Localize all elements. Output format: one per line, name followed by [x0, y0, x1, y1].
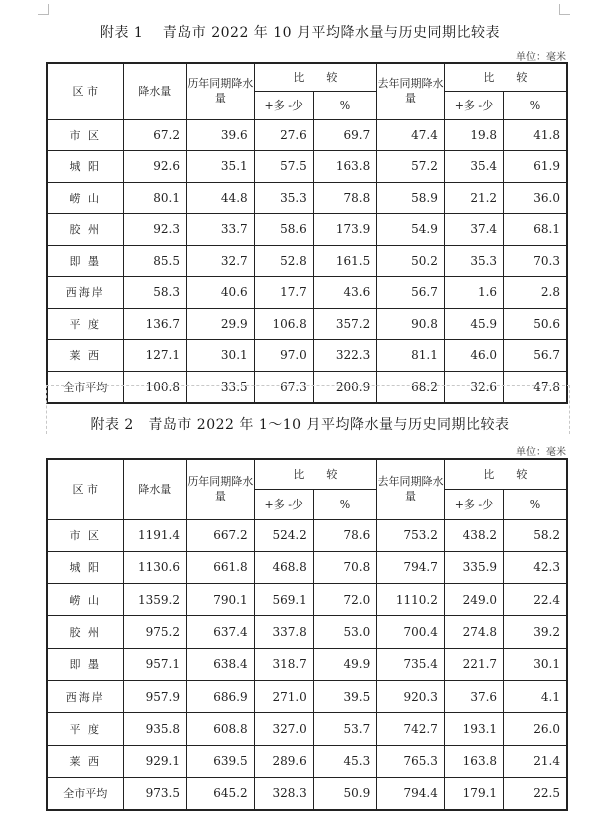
row-region: 崂 山 — [47, 182, 123, 214]
row-region: 城 阳 — [47, 551, 123, 583]
row-pct-historical: 200.9 — [313, 371, 376, 403]
row-pct-last-year: 50.6 — [504, 308, 567, 340]
table-row — [47, 151, 567, 183]
row-region: 即 墨 — [47, 648, 123, 680]
table2-body — [47, 459, 567, 810]
row-last-year: 700.4 — [377, 616, 445, 648]
row-diff-last-year: 438.2 — [444, 519, 503, 551]
row-historical: 35.1 — [187, 151, 255, 183]
row-rain: 935.8 — [123, 713, 186, 745]
row-pct-last-year: 21.4 — [504, 745, 567, 777]
header-diff-1: +多 -少 — [254, 91, 313, 119]
row-diff-historical: 524.2 — [254, 519, 313, 551]
row-pct-last-year: 61.9 — [504, 151, 567, 183]
row-pct-historical: 70.8 — [313, 551, 376, 583]
row-last-year: 54.9 — [377, 214, 445, 246]
row-region: 市 区 — [47, 519, 123, 551]
row-historical: 33.7 — [187, 214, 255, 246]
row-region: 城 阳 — [47, 151, 123, 183]
page-corner-mark-right — [559, 4, 570, 15]
row-region: 即 墨 — [47, 245, 123, 277]
row-region: 崂 山 — [47, 584, 123, 616]
table-row — [47, 713, 567, 745]
row-diff-historical: 318.7 — [254, 648, 313, 680]
row-pct-historical: 49.9 — [313, 648, 376, 680]
header-historical: 历年同期降水量 — [187, 63, 255, 119]
row-pct-last-year: 30.1 — [504, 648, 567, 680]
row-last-year: 735.4 — [377, 648, 445, 680]
header-pct-1: % — [313, 91, 376, 119]
row-region: 西海岸 — [47, 680, 123, 712]
table1 — [46, 62, 568, 404]
row-pct-last-year: 47.8 — [504, 371, 567, 403]
row-historical: 29.9 — [187, 308, 255, 340]
header-pct-1: % — [313, 489, 376, 519]
row-historical: 39.6 — [187, 119, 255, 151]
table-row — [47, 584, 567, 616]
row-pct-last-year: 4.1 — [504, 680, 567, 712]
header-rain: 降水量 — [123, 459, 186, 519]
table-row — [47, 648, 567, 680]
row-diff-historical: 289.6 — [254, 745, 313, 777]
row-pct-last-year: 70.3 — [504, 245, 567, 277]
row-diff-last-year: 19.8 — [444, 119, 503, 151]
row-last-year: 57.2 — [377, 151, 445, 183]
header-compare-last-year: 比 较 — [444, 63, 567, 91]
table-row — [47, 777, 567, 809]
row-historical: 44.8 — [187, 182, 255, 214]
row-pct-last-year: 58.2 — [504, 519, 567, 551]
row-diff-historical: 468.8 — [254, 551, 313, 583]
table2-unit: 单位：毫米 — [516, 447, 566, 458]
row-last-year: 50.2 — [377, 245, 445, 277]
row-diff-last-year: 21.2 — [444, 182, 503, 214]
row-pct-last-year: 22.5 — [504, 777, 567, 809]
row-historical: 686.9 — [187, 680, 255, 712]
row-region: 全市平均 — [47, 777, 123, 809]
table-row — [47, 551, 567, 583]
row-diff-historical: 67.3 — [254, 371, 313, 403]
row-pct-historical: 72.0 — [313, 584, 376, 616]
row-pct-last-year: 42.3 — [504, 551, 567, 583]
row-pct-last-year: 39.2 — [504, 616, 567, 648]
row-last-year: 920.3 — [377, 680, 445, 712]
row-diff-last-year: 221.7 — [444, 648, 503, 680]
header-rain: 降水量 — [123, 63, 186, 119]
table1-unit: 单位：毫米 — [516, 52, 566, 63]
row-region: 平 度 — [47, 713, 123, 745]
row-rain: 100.8 — [123, 371, 186, 403]
row-diff-last-year: 1.6 — [444, 277, 503, 309]
row-diff-last-year: 46.0 — [444, 340, 503, 372]
table-row — [47, 519, 567, 551]
row-diff-last-year: 335.9 — [444, 551, 503, 583]
header-last-year: 去年同期降水量 — [377, 459, 445, 519]
row-rain: 67.2 — [123, 119, 186, 151]
row-pct-last-year: 36.0 — [504, 182, 567, 214]
row-last-year: 90.8 — [377, 308, 445, 340]
row-historical: 30.1 — [187, 340, 255, 372]
row-rain: 957.9 — [123, 680, 186, 712]
row-historical: 645.2 — [187, 777, 255, 809]
row-last-year: 58.9 — [377, 182, 445, 214]
row-pct-historical: 50.9 — [313, 777, 376, 809]
row-pct-last-year: 41.8 — [504, 119, 567, 151]
row-pct-historical: 357.2 — [313, 308, 376, 340]
row-diff-last-year: 179.1 — [444, 777, 503, 809]
row-rain: 973.5 — [123, 777, 186, 809]
table-row — [47, 182, 567, 214]
row-historical: 639.5 — [187, 745, 255, 777]
row-region: 胶 州 — [47, 214, 123, 246]
row-region: 莱 西 — [47, 745, 123, 777]
row-diff-historical: 328.3 — [254, 777, 313, 809]
row-rain: 58.3 — [123, 277, 186, 309]
row-pct-historical: 69.7 — [313, 119, 376, 151]
table1-body — [47, 63, 567, 403]
row-historical: 667.2 — [187, 519, 255, 551]
row-historical: 33.5 — [187, 371, 255, 403]
table2 — [46, 458, 568, 811]
row-rain: 136.7 — [123, 308, 186, 340]
row-historical: 790.1 — [187, 584, 255, 616]
row-pct-historical: 161.5 — [313, 245, 376, 277]
row-pct-historical: 163.8 — [313, 151, 376, 183]
row-diff-last-year: 35.3 — [444, 245, 503, 277]
header-historical: 历年同期降水量 — [187, 459, 255, 519]
page-corner-mark-left — [38, 4, 49, 15]
header-diff-2: +多 -少 — [444, 489, 503, 519]
header-region: 区 市 — [47, 63, 123, 119]
table-row — [47, 245, 567, 277]
row-historical: 637.4 — [187, 616, 255, 648]
row-pct-historical: 43.6 — [313, 277, 376, 309]
row-last-year: 47.4 — [377, 119, 445, 151]
table-row — [47, 277, 567, 309]
row-pct-last-year: 22.4 — [504, 584, 567, 616]
row-pct-historical: 78.8 — [313, 182, 376, 214]
row-diff-historical: 106.8 — [254, 308, 313, 340]
row-last-year: 794.4 — [377, 777, 445, 809]
row-diff-historical: 57.5 — [254, 151, 313, 183]
row-historical: 608.8 — [187, 713, 255, 745]
row-last-year: 81.1 — [377, 340, 445, 372]
table-row — [47, 616, 567, 648]
row-diff-historical: 97.0 — [254, 340, 313, 372]
row-pct-last-year: 56.7 — [504, 340, 567, 372]
row-diff-last-year: 32.6 — [444, 371, 503, 403]
table-row — [47, 308, 567, 340]
header-diff-1: +多 -少 — [254, 489, 313, 519]
table-row — [47, 119, 567, 151]
row-region: 西海岸 — [47, 277, 123, 309]
row-diff-historical: 337.8 — [254, 616, 313, 648]
row-pct-historical: 45.3 — [313, 745, 376, 777]
row-last-year: 1110.2 — [377, 584, 445, 616]
row-diff-historical: 327.0 — [254, 713, 313, 745]
table2-title: 附表 2 青岛市 2022 年 1～10 月平均降水量与历史同期比较表 — [90, 417, 510, 433]
row-diff-historical: 27.6 — [254, 119, 313, 151]
row-historical: 638.4 — [187, 648, 255, 680]
row-pct-historical: 78.6 — [313, 519, 376, 551]
row-pct-last-year: 26.0 — [504, 713, 567, 745]
row-historical: 661.8 — [187, 551, 255, 583]
row-rain: 127.1 — [123, 340, 186, 372]
header-compare-historical: 比 较 — [254, 63, 377, 91]
row-pct-historical: 322.3 — [313, 340, 376, 372]
row-rain: 85.5 — [123, 245, 186, 277]
row-pct-historical: 173.9 — [313, 214, 376, 246]
row-diff-last-year: 35.4 — [444, 151, 503, 183]
row-rain: 92.3 — [123, 214, 186, 246]
row-rain: 975.2 — [123, 616, 186, 648]
row-diff-last-year: 163.8 — [444, 745, 503, 777]
row-pct-historical: 53.7 — [313, 713, 376, 745]
table-row — [47, 680, 567, 712]
row-region: 胶 州 — [47, 616, 123, 648]
row-historical: 40.6 — [187, 277, 255, 309]
row-rain: 1130.6 — [123, 551, 186, 583]
header-compare-last-year: 比 较 — [444, 459, 567, 489]
row-last-year: 68.2 — [377, 371, 445, 403]
row-diff-last-year: 193.1 — [444, 713, 503, 745]
header-compare-historical: 比 较 — [254, 459, 377, 489]
row-diff-last-year: 274.8 — [444, 616, 503, 648]
row-diff-last-year: 45.9 — [444, 308, 503, 340]
header-pct-2: % — [504, 489, 567, 519]
row-rain: 80.1 — [123, 182, 186, 214]
row-diff-historical: 271.0 — [254, 680, 313, 712]
row-diff-historical: 35.3 — [254, 182, 313, 214]
table-row — [47, 745, 567, 777]
row-rain: 957.1 — [123, 648, 186, 680]
row-region: 平 度 — [47, 308, 123, 340]
header-diff-2: +多 -少 — [444, 91, 503, 119]
row-diff-last-year: 249.0 — [444, 584, 503, 616]
header-last-year: 去年同期降水量 — [377, 63, 445, 119]
row-last-year: 742.7 — [377, 713, 445, 745]
row-pct-last-year: 68.1 — [504, 214, 567, 246]
row-last-year: 794.7 — [377, 551, 445, 583]
row-last-year: 765.3 — [377, 745, 445, 777]
table1-title: 附表 1 青岛市 2022 年 10 月平均降水量与历史同期比较表 — [99, 25, 501, 41]
row-rain: 92.6 — [123, 151, 186, 183]
header-region: 区 市 — [47, 459, 123, 519]
row-pct-historical: 53.0 — [313, 616, 376, 648]
row-historical: 32.7 — [187, 245, 255, 277]
row-diff-last-year: 37.4 — [444, 214, 503, 246]
row-diff-historical: 17.7 — [254, 277, 313, 309]
row-last-year: 753.2 — [377, 519, 445, 551]
row-diff-historical: 58.6 — [254, 214, 313, 246]
row-diff-historical: 52.8 — [254, 245, 313, 277]
row-rain: 1191.4 — [123, 519, 186, 551]
row-rain: 929.1 — [123, 745, 186, 777]
row-pct-last-year: 2.8 — [504, 277, 567, 309]
row-region: 莱 西 — [47, 340, 123, 372]
row-last-year: 56.7 — [377, 277, 445, 309]
table-row — [47, 214, 567, 246]
table-row — [47, 340, 567, 372]
row-rain: 1359.2 — [123, 584, 186, 616]
row-region: 全市平均 — [47, 371, 123, 403]
row-diff-historical: 569.1 — [254, 584, 313, 616]
row-region: 市 区 — [47, 119, 123, 151]
row-diff-last-year: 37.6 — [444, 680, 503, 712]
header-pct-2: % — [504, 91, 567, 119]
row-pct-historical: 39.5 — [313, 680, 376, 712]
